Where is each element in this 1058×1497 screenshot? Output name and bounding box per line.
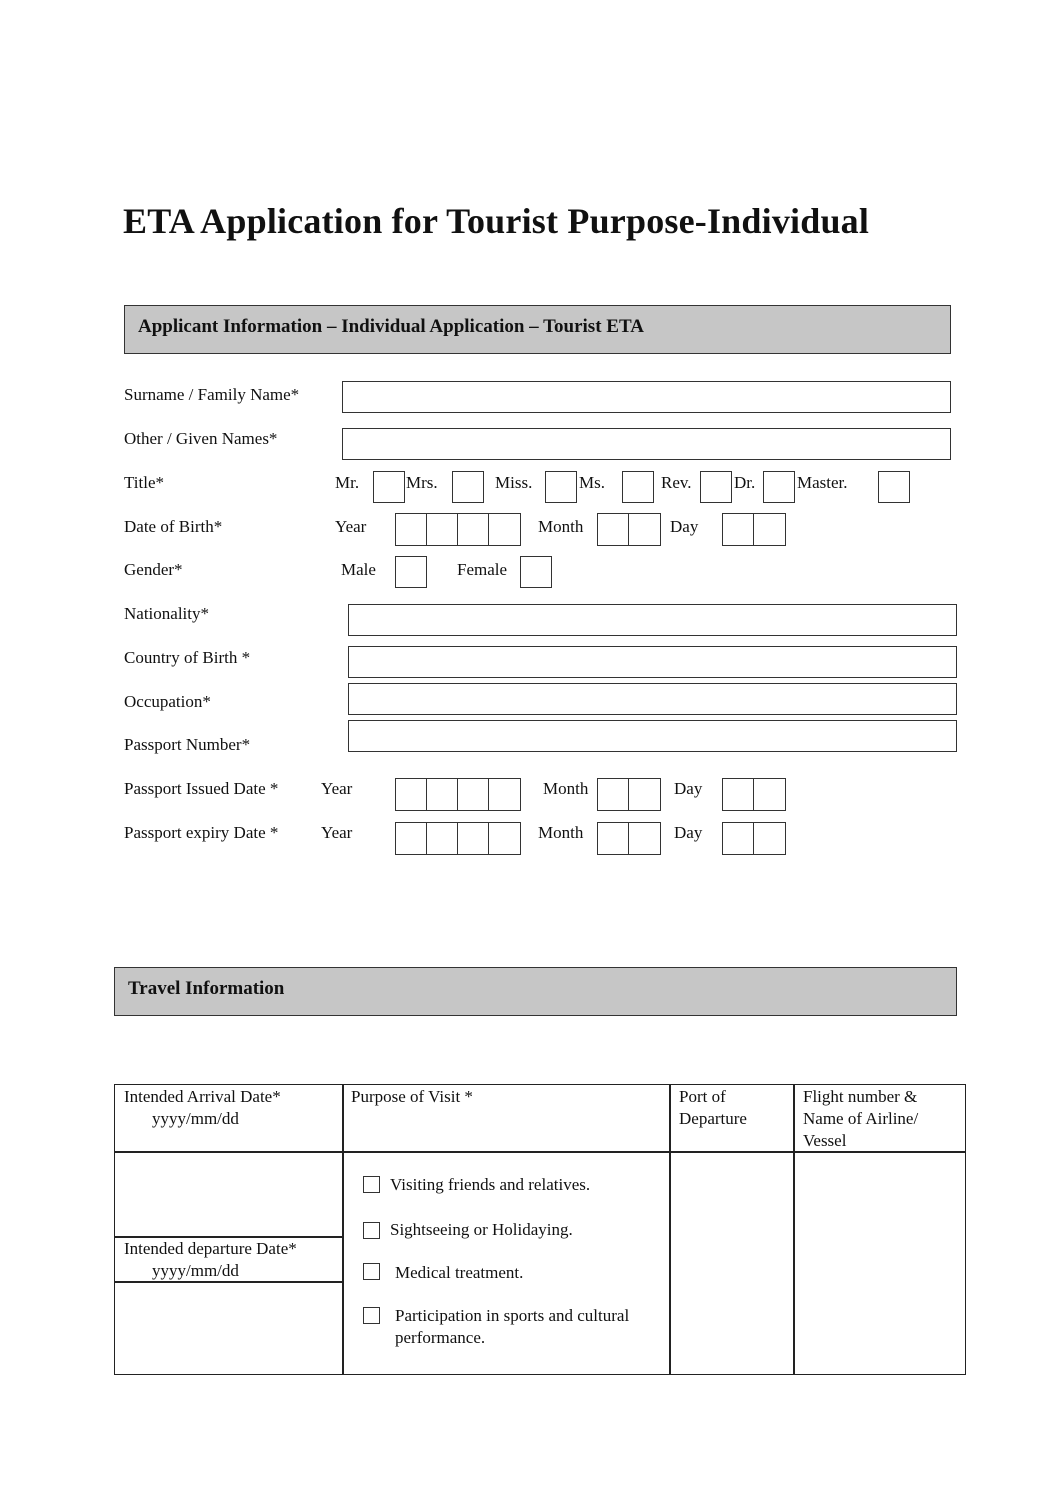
purpose-medical-checkbox[interactable]	[363, 1263, 380, 1280]
table-divider	[342, 1085, 344, 1374]
given-names-field[interactable]	[342, 428, 951, 460]
arrival-date-input[interactable]	[115, 1153, 341, 1235]
issued-month-label: Month	[543, 779, 589, 798]
travel-table	[114, 1084, 966, 1375]
expiry-day-input[interactable]	[722, 822, 786, 855]
gender-label: Gender*	[124, 560, 183, 579]
title-label: Title*	[124, 473, 165, 492]
issued-month-input[interactable]	[597, 778, 661, 811]
gender-female-checkbox[interactable]	[520, 556, 552, 588]
title-option-label: Ms.	[579, 473, 605, 492]
dob-day-label: Day	[670, 517, 699, 536]
departure-date-label: Intended departure Date*	[124, 1239, 297, 1258]
country-of-birth-label: Country of Birth *	[124, 648, 251, 667]
expiry-day-label: Day	[674, 823, 703, 842]
gender-male-label: Male	[341, 560, 376, 579]
occupation-field[interactable]	[348, 683, 957, 715]
title-option-label: Dr.	[734, 473, 756, 492]
arrival-date-format: yyyy/mm/dd	[152, 1109, 239, 1128]
purpose-sports-checkbox[interactable]	[363, 1307, 380, 1324]
surname-field[interactable]	[342, 381, 951, 413]
title-option-label: Mr.	[335, 473, 360, 492]
travel-section-header	[114, 967, 957, 1016]
flight-input[interactable]	[795, 1153, 964, 1373]
departure-date-format: yyyy/mm/dd	[152, 1261, 239, 1280]
issued-day-input[interactable]	[722, 778, 786, 811]
purpose-option-label: Participation in sports and cultural performance.	[395, 1306, 630, 1347]
passport-number-label: Passport Number*	[124, 735, 251, 754]
gender-female-label: Female	[457, 560, 508, 579]
title-option-label: Mrs.	[406, 473, 438, 492]
purpose-option-label: Sightseeing or Holidaying.	[390, 1220, 573, 1239]
dob-year-label: Year	[335, 517, 367, 536]
gender-male-checkbox[interactable]	[395, 556, 427, 588]
expiry-month-input[interactable]	[597, 822, 661, 855]
purpose-header: Purpose of Visit *	[351, 1087, 473, 1106]
title-mrs-checkbox[interactable]	[452, 471, 484, 503]
title-ms-checkbox[interactable]	[622, 471, 654, 503]
passport-issued-label: Passport Issued Date *	[124, 779, 279, 798]
given-names-label: Other / Given Names*	[124, 429, 278, 448]
nationality-field[interactable]	[348, 604, 957, 636]
expiry-year-input[interactable]	[395, 822, 521, 855]
issued-day-label: Day	[674, 779, 703, 798]
arrival-date-header: Intended Arrival Date*	[124, 1087, 281, 1106]
travel-section-title: Travel Information	[128, 978, 285, 999]
dob-label: Date of Birth*	[124, 517, 223, 536]
surname-label: Surname / Family Name*	[124, 385, 300, 404]
port-departure-input[interactable]	[671, 1153, 792, 1373]
purpose-option-label: Visiting friends and relatives.	[390, 1175, 591, 1194]
dob-day-input[interactable]	[722, 513, 786, 546]
title-option-label: Miss.	[495, 473, 533, 492]
dob-year-input[interactable]	[395, 513, 521, 546]
title-mr-checkbox[interactable]	[373, 471, 405, 503]
expiry-year-label: Year	[321, 823, 353, 842]
applicant-section-title: Applicant Information – Individual Application – Tourist ETA	[138, 316, 644, 337]
page-title: ETA Application for Tourist Purpose-Individual	[123, 201, 870, 241]
title-dr-checkbox[interactable]	[763, 471, 795, 503]
passport-expiry-label: Passport expiry Date *	[124, 823, 279, 842]
departure-date-input[interactable]	[115, 1283, 341, 1373]
passport-number-field[interactable]	[348, 720, 957, 752]
purpose-option-label: Medical treatment.	[395, 1263, 524, 1282]
title-option-label: Master.	[797, 473, 848, 492]
title-miss-checkbox[interactable]	[545, 471, 577, 503]
flight-header: Flight number & Name of Airline/ Vessel	[803, 1087, 919, 1150]
applicant-section-header	[124, 305, 951, 354]
dob-month-label: Month	[538, 517, 584, 536]
issued-year-input[interactable]	[395, 778, 521, 811]
country-of-birth-field[interactable]	[348, 646, 957, 678]
nationality-label: Nationality*	[124, 604, 209, 623]
title-option-label: Rev.	[661, 473, 692, 492]
port-departure-header: Port of Departure	[679, 1087, 747, 1128]
issued-year-label: Year	[321, 779, 353, 798]
dob-month-input[interactable]	[597, 513, 661, 546]
title-rev-checkbox[interactable]	[700, 471, 732, 503]
purpose-friends-checkbox[interactable]	[363, 1176, 380, 1193]
expiry-month-label: Month	[538, 823, 584, 842]
occupation-label: Occupation*	[124, 692, 211, 711]
purpose-sightseeing-checkbox[interactable]	[363, 1222, 380, 1239]
title-master-checkbox[interactable]	[878, 471, 910, 503]
